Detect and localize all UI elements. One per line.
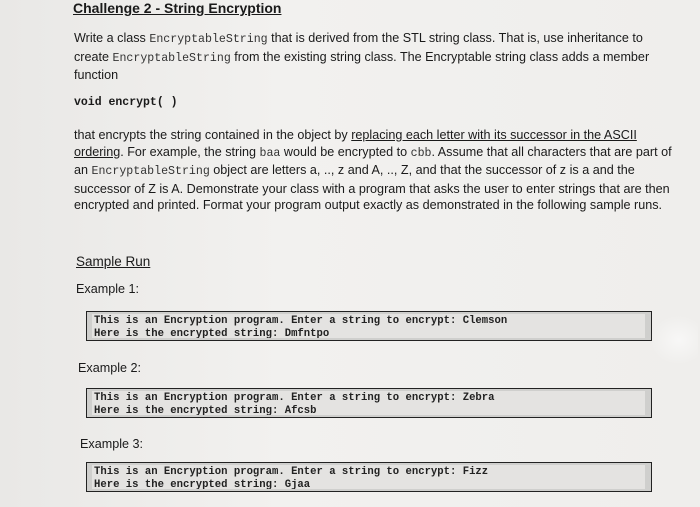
example-2-output-box [86, 388, 652, 418]
photo-glare [650, 315, 698, 365]
example-2-line-2: Here is the encrypted string: Afcsb [94, 404, 317, 415]
function-signature: void encrypt( ) [74, 96, 178, 109]
example-2-line-1: This is an Encryption program. Enter a string to encrypt: Zebra [94, 392, 495, 404]
body-text-3: would be encrypted to [280, 144, 411, 159]
example-1-line-2: Here is the encrypted string: Dmfntpo [94, 327, 330, 338]
intro-code-1: EncryptableString [149, 33, 268, 46]
intro-text-3: from the existing string class. The Encryptable string class adds a member function [74, 49, 650, 83]
body-text-2: . For example, the string [120, 144, 260, 159]
page-title: Challenge 2 - String Encryption [73, 0, 282, 16]
example-3-line-2: Here is the encrypted string: Gjaa [94, 478, 311, 489]
sample-run-heading: Sample Run [76, 254, 151, 269]
body-text-4: . Assume that all characters that are part of an [74, 144, 672, 178]
body-paragraph [74, 127, 674, 214]
example-3-output [92, 465, 645, 489]
example-3-label: Example 3: [80, 437, 143, 451]
example-3-line-1: This is an Encryption program. Enter a string to encrypt: Fizz [94, 466, 489, 478]
example-1-output [92, 314, 645, 338]
body-text-5: object are letters a, .., z and A, .., Z, and that the successor of z is a and the successor of Z is A. Demonstrate your class with a program that asks the user to enter strings that are then encrypted and printed. Format your program output exactly as demonstrated in the following sample runs. [74, 163, 670, 213]
example-1-output-box [86, 311, 652, 341]
example-2-output [92, 391, 645, 415]
example-2-label: Example 2: [78, 361, 141, 375]
example-1-line-1: This is an Encryption program. Enter a string to encrypt: Clemson [94, 315, 508, 327]
body-underlined-text: replacing each letter with its successor in the ASCII ordering [74, 128, 637, 159]
intro-text-2: that is derived from the STL string class. That is, use inheritance to create [74, 31, 643, 64]
intro-code-2: EncryptableString [112, 51, 231, 65]
example-3-output-box [86, 462, 652, 492]
intro-paragraph [74, 30, 674, 84]
body-code-2: cbb [410, 146, 432, 160]
body-code-3: EncryptableString [91, 165, 210, 179]
example-1-label: Example 1: [76, 282, 139, 296]
intro-text-1: Write a class [74, 31, 150, 45]
body-code-1: baa [259, 146, 281, 160]
body-text-1: that encrypts the string contained in the object by [74, 128, 352, 142]
